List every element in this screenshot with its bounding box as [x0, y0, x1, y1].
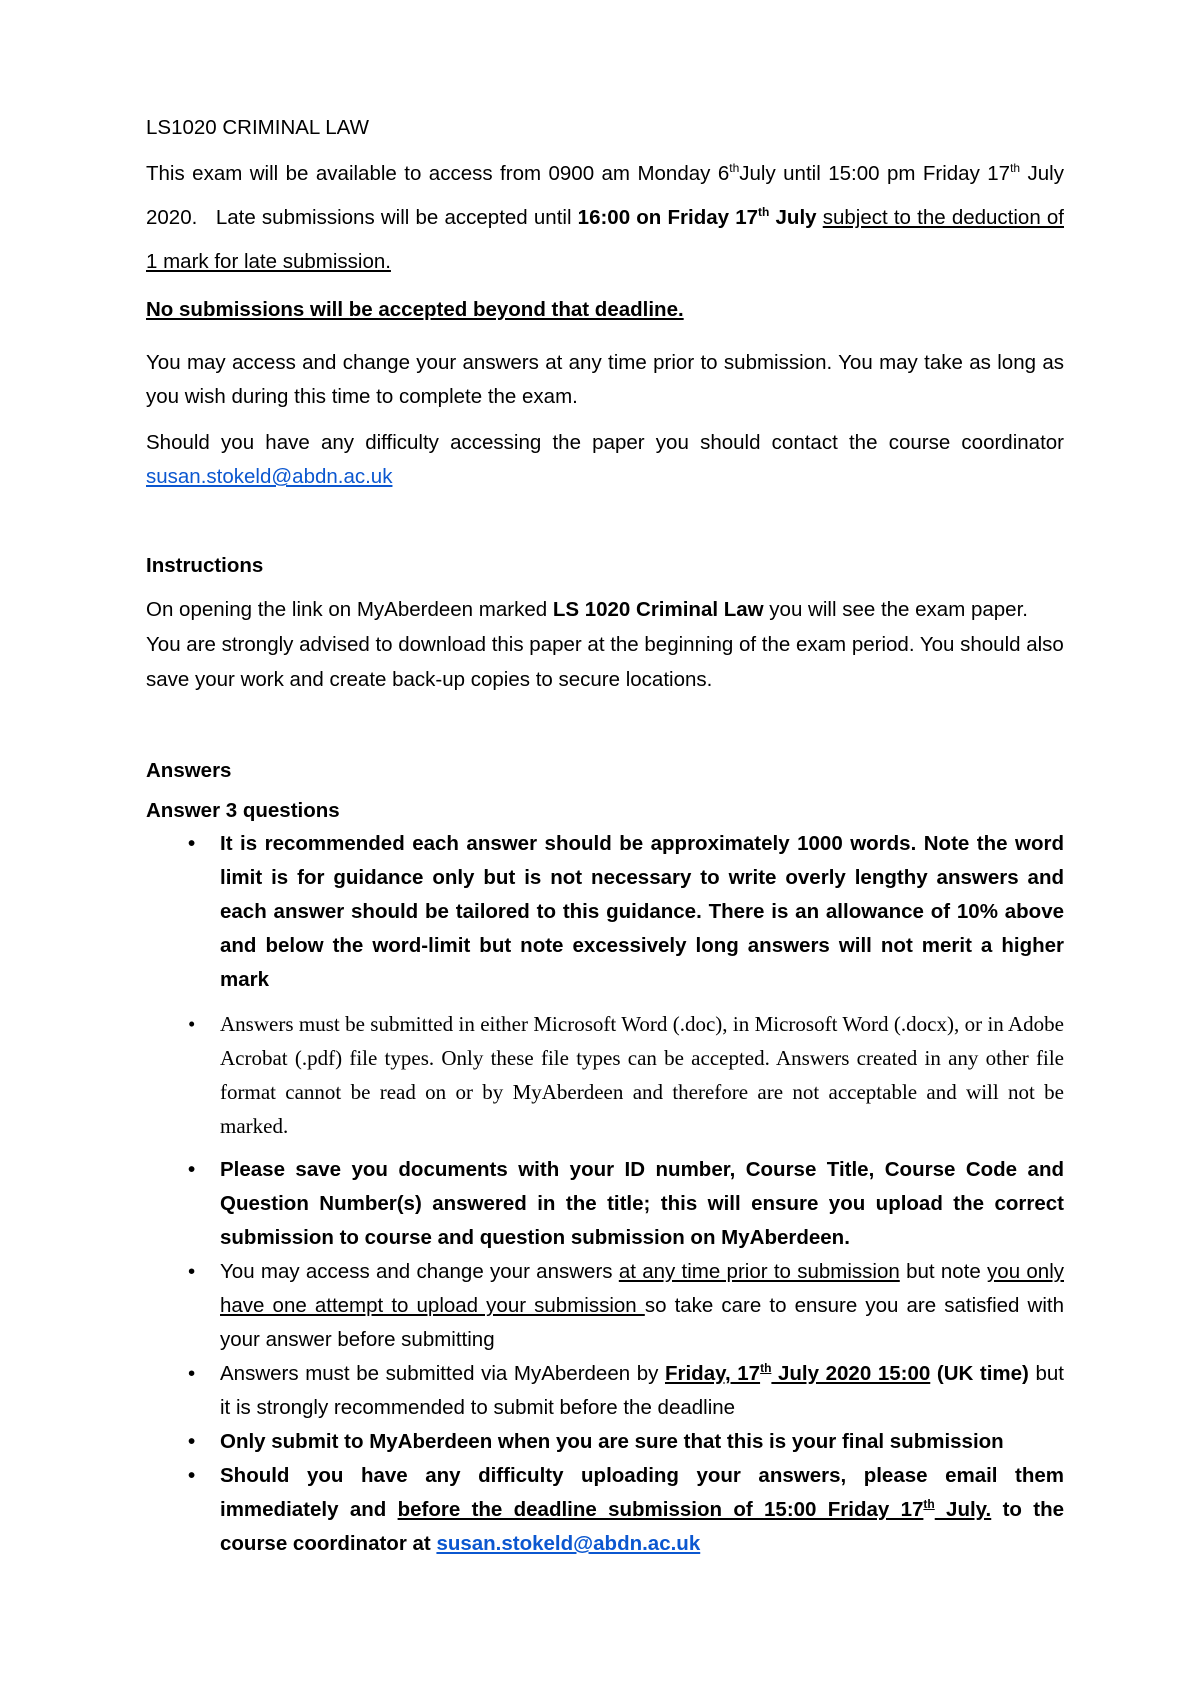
late-penalty-note: subject to the deduction of 1 mark for late submission. — [146, 206, 1064, 273]
bullet-icon: • — [188, 1362, 196, 1385]
list-item: • Only submit to MyAberdeen when you are sure that this is your final submission — [146, 1425, 1064, 1459]
instructions-heading: Instructions — [146, 554, 264, 577]
list-item: • Answers must be submitted via MyAberdeen by Friday, 17th July 2020 15:00 (UK time) but it is strongly recommended to submit before the deadline — [146, 1357, 1064, 1425]
list-item: • Answers must be submitted in either Microsoft Word (.doc), in Microsoft Word (.docx), or in Adobe Acrobat (.pdf) file types. Only these file types can be accepted. Answers created in any other file format cannot be read on or by MyAberdeen and therefore are not acceptable and will not be marked. — [146, 1007, 1064, 1143]
bullet-icon: • — [188, 1464, 196, 1487]
answers-heading: Answers — [146, 759, 232, 782]
access-paragraph: You may access and change your answers at any time prior to submission. You may take as long as you wish during this time to complete the exam. — [146, 351, 1064, 408]
coordinator-email-link[interactable]: susan.stokeld@abdn.ac.uk — [146, 465, 393, 488]
bullet-icon: • — [188, 832, 196, 855]
answer-rules-list — [146, 827, 1064, 1561]
bullet-icon: • — [188, 1260, 196, 1283]
list-item: • Please save you documents with your ID number, Course Title, Course Code and Question Number(s) answered in the title; this will ensure you upload the correct submission to course and question submission on MyAberdeen. — [146, 1153, 1064, 1255]
availability-paragraph: This exam will be available to access from 0900 am Monday 6thJuly until 15:00 pm Friday 17th July 2020. Late submissions will be accepted until 16:00 on Friday 17th July subject to the deduction of 1 mark for late submission. — [146, 161, 1070, 273]
list-item: • You may access and change your answers at any time prior to submission but note you only have one attempt to upload your submission so take care to ensure you are satisfied with your answer before submitting — [146, 1255, 1064, 1357]
deadline-warning: No submissions will be accepted beyond that deadline. — [146, 298, 684, 321]
answers-subheading: Answer 3 questions — [146, 799, 340, 822]
bullet-icon: • — [188, 1158, 196, 1181]
coordinator-email-link[interactable]: susan.stokeld@abdn.ac.uk — [436, 1532, 701, 1555]
list-item: • It is recommended each answer should be approximately 1000 words. Note the word limit is for guidance only but is not necessary to write overly lengthy answers and each answer should be tailored to this guidance. There is an allowance of 10% above and below the word-limit but note excessively long answers will not merit a higher mark — [146, 827, 1064, 997]
document-body — [146, 116, 1070, 1561]
bullet-icon: • — [188, 1012, 196, 1036]
page-title: LS1020 CRIMINAL LAW — [146, 116, 369, 139]
bullet-icon: • — [188, 1430, 196, 1453]
difficulty-paragraph: Should you have any difficulty accessing the paper you should contact the course coordinator susan.stokeld@abdn.ac.uk — [146, 431, 1064, 488]
instructions-paragraph: On opening the link on MyAberdeen marked LS 1020 Criminal Law you will see the exam paper. You are strongly advised to download this paper at the beginning of the exam period. You should also save your work and create back-up copies to secure locations. — [146, 598, 1064, 691]
list-item: • Should you have any difficulty uploading your answers, please email them immediately and before the deadline submission of 15:00 Friday 17th July. to the course coordinator at susan.stokeld@abdn.ac.uk — [146, 1459, 1064, 1561]
